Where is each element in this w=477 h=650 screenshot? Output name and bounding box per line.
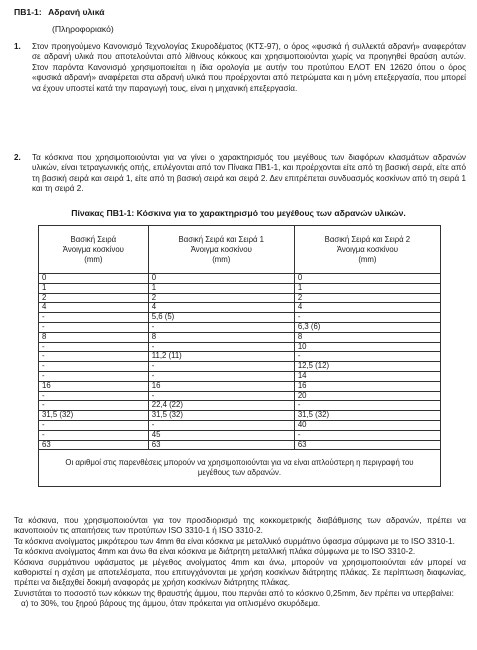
table-cell: 11,2 (11)	[148, 352, 294, 362]
paragraph-2	[14, 153, 466, 195]
bottom-paragraph: Τα κόσκινα ανοίγματος 4mm και άνω θα είναι κόσκινα με διάτρητη μεταλλική πλάκα σύμφωνα με το ISO 3310-2.	[14, 547, 416, 557]
table-row	[39, 391, 441, 401]
table-cell: -	[148, 362, 294, 372]
bottom-paragraph: Τα κόσκινα, που χρησιμοποιούνται για τον προσδιορισμό της κοκκομετρικής διαβάθμισης των αδρανών, πρέπει να ικανοποιούν τις απαιτήσεις των προτύπων ISO 3310-1 ή ISO 3310-2.	[14, 516, 466, 536]
table-row	[39, 352, 441, 362]
bottom-paragraph: Κόσκινα συρμάτινου υφάσματος με μέγεθος ανοίγματος 4mm και άνω, μπορούν να χρησιμοποιούνται εάν μπορεί να καθοριστεί η σχέση με αποτελέσματα, που επιτυγχάνονται με χρήση κοσκίνων διάτρητης πλάκας. Σε περίπτωση διαφωνίας, πρέπει να διεξαχθεί δοκιμή αναφοράς με χρήση κοσκίνων διάτρητης πλάκας.	[14, 557, 466, 588]
table-cell: 14	[294, 371, 440, 381]
table-cell: 63	[294, 440, 440, 450]
table-cell: 31,5 (32)	[148, 411, 294, 421]
table-cell: 22,4 (22)	[148, 401, 294, 411]
table-cell: -	[39, 391, 149, 401]
table-cell: -	[39, 420, 149, 430]
table-cell: 8	[294, 332, 440, 342]
table-cell: 40	[294, 420, 440, 430]
table-row	[39, 313, 441, 323]
table-cell: 0	[294, 274, 440, 284]
paragraph-number: 1.	[14, 42, 21, 51]
table-cell: 31,5 (32)	[39, 411, 149, 421]
table-cell: -	[294, 401, 440, 411]
table-cell: 31,5 (32)	[294, 411, 440, 421]
table-cell: 2	[39, 293, 149, 303]
header-series-1: Βασική Σειρά και Σειρά 1 Άνοιγμα κοσκίνου (mm)	[148, 226, 294, 274]
table-cell: -	[294, 313, 440, 323]
bottom-text	[14, 516, 466, 610]
bottom-paragraph: Συνιστάται το ποσοστό των κόκκων της θραυστής άμμου, που περνάει από το κόσκινο 0,25mm, δεν πρέπει να υπερβαίνει:	[14, 588, 454, 598]
table-row	[39, 342, 441, 352]
table-cell: -	[39, 401, 149, 411]
table-note: Οι αριθμοί στις παρενθέσεις μπορούν να χρησιμοποιούνται για να είναι απλούστερη η περιγραφή του μεγέθους των αδρανών.	[39, 450, 441, 487]
bottom-paragraph: Τα κόσκινα ανοίγματος μικρότερου των 4mm θα είναι κόσκινα με μεταλλικό συρμάτινο ύφασμα σύμφωνα με το ISO 3310-1.	[14, 536, 455, 546]
section-subtitle: (Πληροφοριακό)	[52, 24, 114, 34]
table-cell: -	[294, 430, 440, 440]
table-caption: Πίνακας ΠΒ1-1: Κόσκινα για το χαρακτηρισμό του μεγέθους των αδρανών υλικών.	[71, 208, 406, 218]
table-cell: 1	[294, 283, 440, 293]
table-cell: 63	[148, 440, 294, 450]
table-cell: 16	[39, 381, 149, 391]
section-code: ΠΒ1-1:	[14, 7, 42, 17]
table-cell: -	[39, 352, 149, 362]
table-cell: -	[39, 430, 149, 440]
table-cell: -	[39, 322, 149, 332]
table-cell: 63	[39, 440, 149, 450]
header-basic-series: Βασική Σειρά Άνοιγμα κοσκίνου (mm)	[39, 226, 149, 274]
table-cell: -	[39, 342, 149, 352]
table-row	[39, 362, 441, 372]
sieve-table	[38, 225, 441, 487]
table-cell: -	[148, 420, 294, 430]
table-cell: 4	[294, 303, 440, 313]
table-cell: 6,3 (6)	[294, 322, 440, 332]
paragraph-number: 2.	[14, 153, 21, 162]
bottom-paragraph: α) το 30%, του ξηρού βάρους της άμμου, όταν πρόκειται για οπλισμένο σκυρόδεμα.	[21, 599, 321, 609]
table-cell: -	[39, 313, 149, 323]
paragraph-text: Τα κόσκινα που χρησιμοποιούνται για να γίνει ο χαρακτηρισμός του μεγέθους των διαφόρων κλασμάτων αδρανών υλικών, είναι τετραγωνικής οπής, επιλέγονται από τον Πίνακα ΠΒ1-1, και προέρχονται είτε από τη βασική σειρά, είτε από τη βασική σειρά και σειρά 1, είτε από τη βασική σειρά και σειρά 2. Δεν επιτρέπεται συνδυασμός κοσκίνων από τη σειρά 1 και τη σειρά 2.	[32, 153, 466, 194]
table-cell: -	[294, 352, 440, 362]
header-series-2: Βασική Σειρά και Σειρά 2 Άνοιγμα κοσκίνου (mm)	[294, 226, 440, 274]
paragraph-1	[14, 42, 466, 94]
table-cell: 8	[39, 332, 149, 342]
table-cell: 8	[148, 332, 294, 342]
table-cell: 10	[294, 342, 440, 352]
table-row	[39, 430, 441, 440]
table-cell: 0	[39, 274, 149, 284]
section-title: Αδρανή υλικά	[48, 7, 105, 17]
table-cell: 4	[39, 303, 149, 313]
table-row	[39, 293, 441, 303]
table-row	[39, 322, 441, 332]
table-cell: 5,6 (5)	[148, 313, 294, 323]
table-cell: -	[148, 371, 294, 381]
table-note-row	[39, 450, 441, 487]
table-cell: -	[148, 322, 294, 332]
table-row	[39, 303, 441, 313]
table-cell: 2	[294, 293, 440, 303]
table-cell: 16	[148, 381, 294, 391]
table-row	[39, 440, 441, 450]
section-heading	[14, 7, 105, 18]
table-cell: -	[39, 362, 149, 372]
table-cell: 4	[148, 303, 294, 313]
table-cell: 2	[148, 293, 294, 303]
table-row	[39, 371, 441, 381]
table-row	[39, 420, 441, 430]
table-row	[39, 401, 441, 411]
table-row	[39, 274, 441, 284]
table-cell: -	[39, 371, 149, 381]
table-cell: 1	[39, 283, 149, 293]
table-cell: 45	[148, 430, 294, 440]
paragraph-text: Στον προηγούμενο Κανονισμό Τεχνολογίας Σκυροδέματος (ΚΤΣ-97), ο όρος «φυσικά ή συλλεκτά αδρανή» αναφερόταν σε αδρανή υλικά που αποτελούνται από λίθινους κόκκους και χρησιμοποιούνται χωρίς να προηγηθεί θραύση αυτών. Στον παρόντα Κανονισμό χρησιμοποιείται η ίδια ορολογία με αυτήν του προτύπου ΕΛΟΤ ΕΝ 12620 όπου ο όρος «φυσικά αδρανή» αναφέρεται στα αδρανή υλικά που προέρχονται από πετρώματα και η μόνη επεξεργασία, που μπορεί να έχουν υποστεί κατά την παραγωγή τους, είναι η μηχανική επεξεργασία.	[32, 42, 466, 93]
table-cell: 12,5 (12)	[294, 362, 440, 372]
table-row	[39, 283, 441, 293]
table-cell: 20	[294, 391, 440, 401]
table-row	[39, 411, 441, 421]
table-row	[39, 381, 441, 391]
table-cell: 16	[294, 381, 440, 391]
table-row	[39, 332, 441, 342]
table-cell: -	[148, 342, 294, 352]
table-cell: -	[148, 391, 294, 401]
table-cell: 1	[148, 283, 294, 293]
table-header-row	[39, 226, 441, 274]
table-cell: 0	[148, 274, 294, 284]
